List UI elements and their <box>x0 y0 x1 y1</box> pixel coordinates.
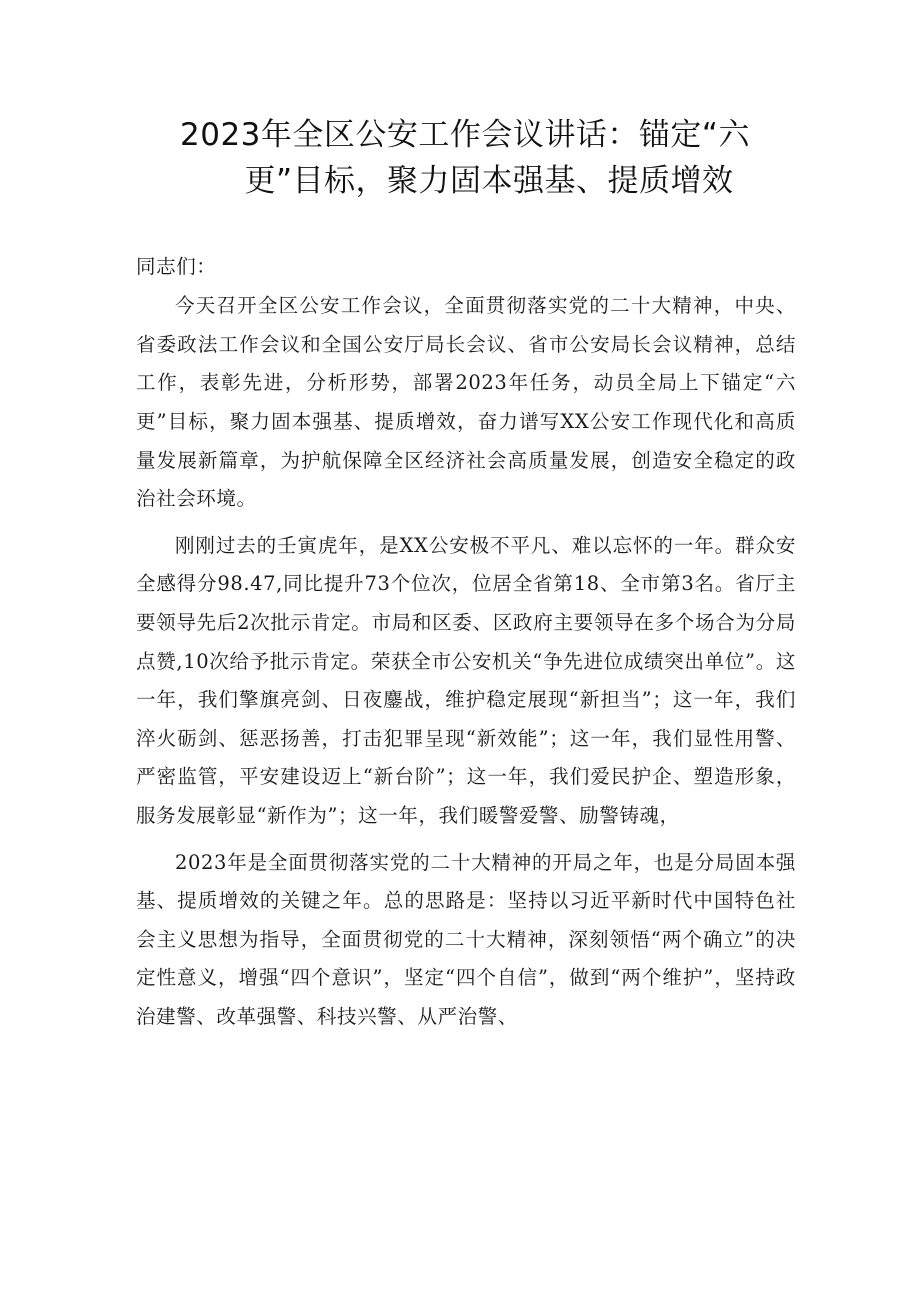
document-body <box>136 248 796 1044</box>
document-title <box>120 112 810 204</box>
paragraph-1: 今天召开全区公安工作会议，全面贯彻落实党的二十大精神，中央、省委政法工作会议和全国公安厅局长会议、省市公安局长会议精神，总结工作，表彰先进，分析形势，部署2023年任务，动员全局上下锚定“六更”目标，聚力固本强基、提质增效，奋力谱写XX公安工作现代化和高质量发展新篇章，为护航保障全区经济社会高质量发展，创造安全稳定的政治社会环境。 <box>136 294 796 511</box>
salutation: 同志们： <box>136 255 217 278</box>
paragraph-3: 2023年是全面贯彻落实党的二十大精神的开局之年，也是分局固本强基、提质增效的关键之年。总的思路是：坚持以习近平新时代中国特色社会主义思想为指导，全面贯彻党的二十大精神，深刻领悟“两个确立”的决定性意义，增强“四个意识”，坚定“四个自信”，做到“两个维护”，坚持政治建警、改革强警、科技兴警、从严治警、 <box>136 850 796 1028</box>
paragraph-2: 刚刚过去的壬寅虎年，是XX公安极不平凡、难以忘怀的一年。群众安全感得分98.47,同比提升73个位次，位居全省第18、全市第3名。省厅主要领导先后2次批示肯定。市局和区委、区政府主要领导在多个场合为分局点赞,10次给予批示肯定。荣获全市公安机关“争先进位成绩突出单位”。这一年，我们擎旗亮剑、日夜鏖战，维护稳定展现“新担当”；这一年，我们淬火砺剑、惩恶扬善，打击犯罪呈现“新效能”；这一年，我们显性用警、严密监管，平安建设迈上“新台阶”；这一年，我们爱民护企、塑造形象，服务发展彰显“新作为”；这一年，我们暖警爱警、励警铸魂， <box>136 533 796 827</box>
title-line-2: 更”目标，聚力固本强基、提质增效 <box>244 163 734 199</box>
title-line-1: 2023年全区公安工作会议讲话：锚定“六 <box>180 117 750 153</box>
